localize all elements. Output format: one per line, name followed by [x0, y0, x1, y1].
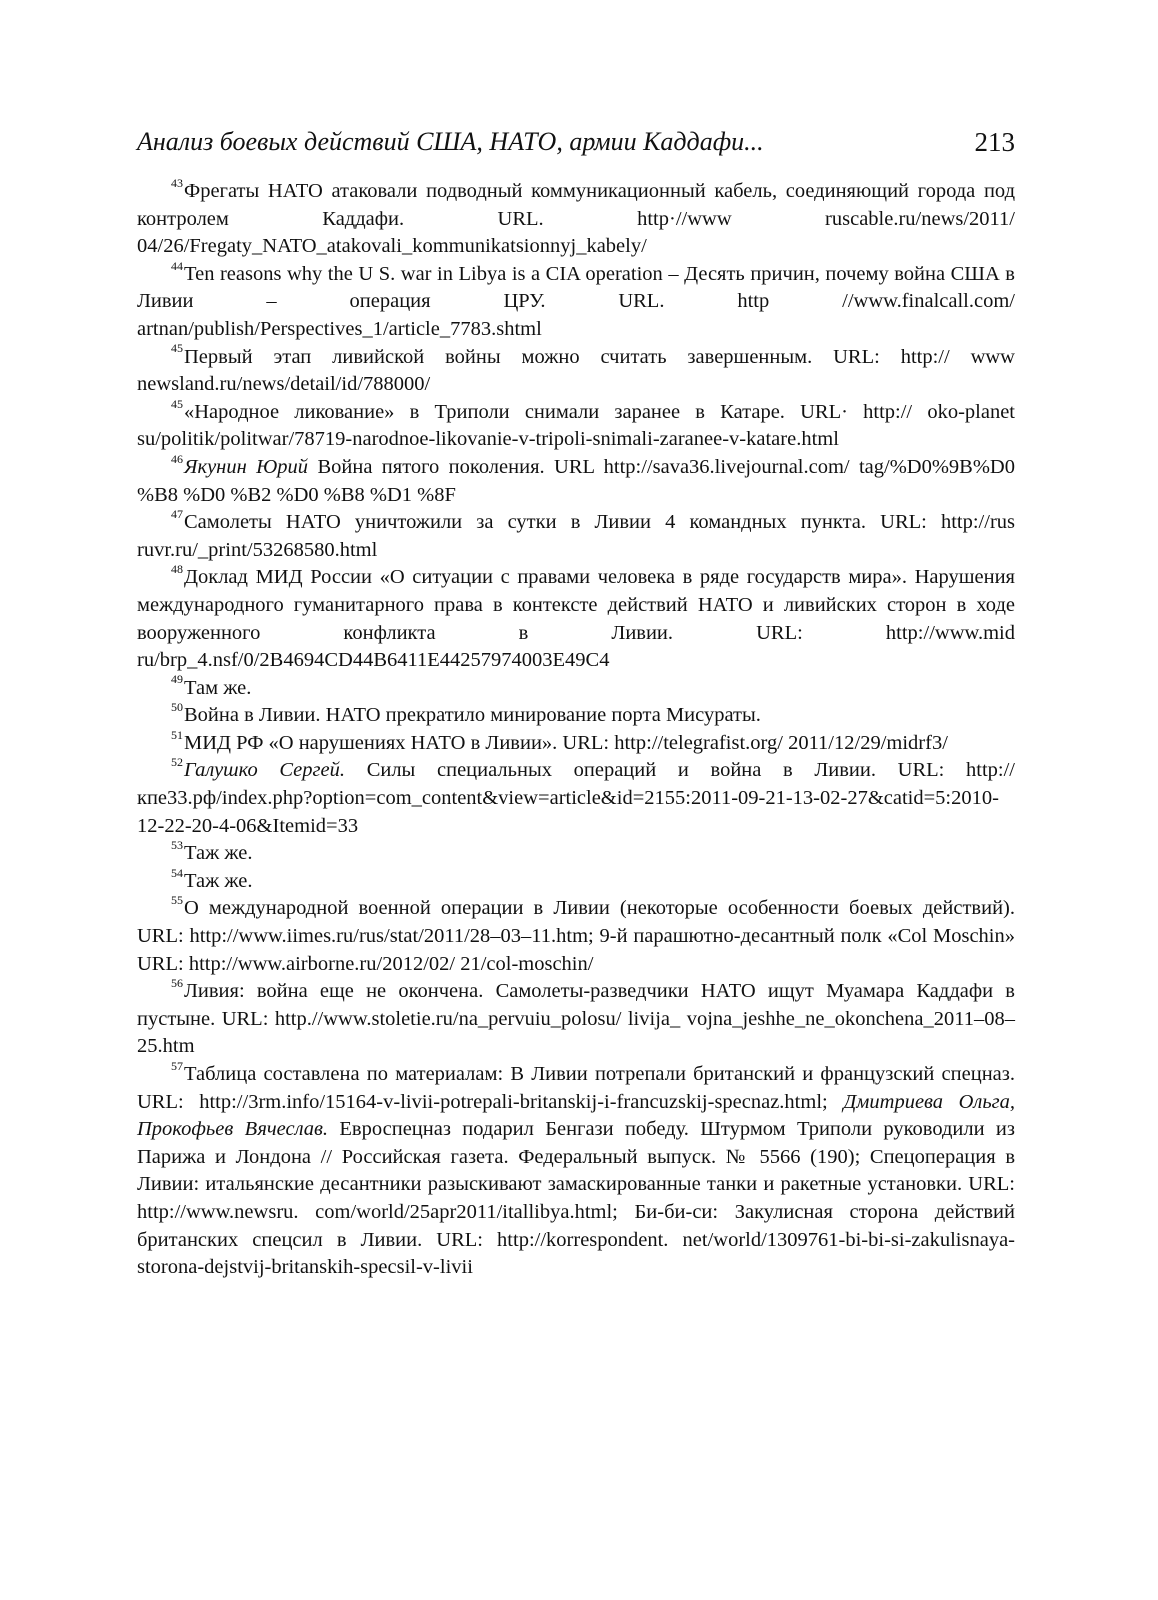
footnote-49: [137, 672, 1015, 703]
footnote-text: Таж же.: [184, 842, 253, 865]
footnote-text: Доклад МИД России «О ситуации с правами человека в ряде государств мира». Нарушения международного гуманитарного права в контексте действий НАТО и ливийских сторон в ходе вооруженного конфликта в Ливии. URL: http://www.mid ru/brp_4.nsf/0/2B4694CD44B6411E44257974003E49C4: [137, 566, 1015, 672]
footnote-55: [137, 895, 1015, 978]
footnote-text: О международной военной операции в Ливии (некоторые особенности боевых действий). URL: http://www.iimes.ru/rus/stat/2011/28–03–11.htm; 9-й парашютно-десантный полк «Col Moschin» URL: http://www.airborne.ru/2012/02/ 21/col-moschin/: [137, 897, 1015, 975]
footnote-50: [137, 702, 1015, 730]
footnote-number: 46: [171, 451, 183, 466]
footnote-46: [137, 451, 1015, 509]
footnote-number: 54: [171, 865, 183, 880]
footnote-author: Якунин Юрий: [184, 455, 309, 478]
footnote-text: Ливия: война еще не окончена. Самолеты-разведчики НАТО ищут Муамара Каддафи в пустыне. URL: http.//www.stoletie.ru/na_pervuiu_polosu/ livija_ vojna_jeshhe_ne_okonchena_2011–08–25.htm: [137, 980, 1015, 1058]
page-number: 213: [974, 127, 1015, 157]
footnote-number: 48: [171, 562, 183, 577]
footnote-number: 57: [171, 1058, 183, 1073]
footnote-number: 55: [171, 893, 183, 908]
footnote-text: Война пятого поколения. URL http://sava36.livejournal.com/ tag/%D0%9B%D0 %B8 %D0 %B2 %D0 %B8 %D1 %8F: [137, 455, 1015, 506]
footnote-text: Война в Ливии. НАТО прекратило минирование порта Мисураты.: [184, 704, 761, 727]
footnote-54: [137, 865, 1015, 896]
footnote-number: 43: [171, 175, 183, 190]
footnote-56: [137, 978, 1015, 1061]
footnote-text: «Народное ликование» в Триполи снимали заранее в Катаре. URL· http:// oko-planet su/politik/politwar/78719-narodnoe-likovanie-v-tripoli-snimali-zaranee-v-katare.html: [137, 400, 1015, 451]
footnote-text: МИД РФ «О нарушениях НАТО в Ливии». URL: http://telegrafist.org/ 2011/12/29/midrf3/: [184, 731, 948, 754]
footnote-57: [137, 1058, 1016, 1282]
footnote-number: 51: [171, 727, 183, 742]
footnote-number: 45: [171, 396, 183, 411]
page-header: [137, 122, 1015, 166]
footnote-number: 53: [171, 838, 183, 853]
footnote-number: 45: [171, 341, 183, 356]
footnote-44: [137, 258, 1015, 344]
footnote-43: [137, 175, 1015, 261]
footnote-text: Там же.: [184, 676, 252, 699]
footnote-number: 47: [171, 506, 183, 521]
footnote-text: Фрегаты НАТО атаковали подводный коммуникационный кабель, соединяющий города под контролем Каддафи. URL. http·//www ruscable.ru/news/2011/ 04/26/Fregaty_NATO_atakovali_kommunikatsionnyj_kabely/: [137, 180, 1015, 258]
footnote-48: [137, 564, 1015, 674]
footnote-number: 56: [171, 976, 183, 990]
footnote-52: [137, 757, 1015, 840]
footnote-45: [137, 341, 1015, 399]
footnote-number: 49: [171, 672, 183, 687]
footnote-number: 52: [171, 755, 183, 770]
footnote-text: Таблица составлена по материалам: В Ливии потрепали британский и французский спецназ. URL: http://3rm.info/15164-v-livii-potrepali-britanskij-i-francuzskij-specnaz.html;: [137, 1063, 1015, 1113]
footnote-47: [137, 506, 1015, 564]
footnote-number: 44: [171, 258, 183, 273]
footnote-text: Первый этап ливийской войны можно считать завершенным. URL: http:// www newsland.ru/news/detail/id/788000/: [137, 345, 1015, 396]
footnote-text: Самолеты НАТО уничтожили за сутки в Ливии 4 командных пункта. URL: http://rus ruvr.ru/_print/53268580.html: [137, 511, 1015, 561]
footnote-author: Дмитриева Ольга, Прокофьев Вячеслав.: [137, 1090, 1016, 1141]
running-title: Анализ боевых действий США, НАТО, армии Каддафи...: [137, 127, 764, 156]
footnotes-list: [137, 175, 1016, 1282]
footnote-51: [137, 727, 1015, 758]
footnote-45-b: [137, 396, 1015, 454]
footnote-text-continued: Евроспецназ подарил Бенгази победу. Штурмом Триполи руководили из Парижа и Лондона // Российская газета. Федеральный выпуск. № 5566 (190); Спецоперация в Ливии: итальянские десантники разыскивают замаскированные танки и ракетные установки. URL: http://www.newsru. com/world/25apr2011/itallibya.html; Би-би-си: Закулисная сторона действий британских спецсил в Ливии. URL: http://korrespondent. net/world/1309761-bi-bi-si-zakulisnaya-storona-dejstvij-britanskih-specsil-v-livii: [137, 1118, 1016, 1279]
footnote-text: Таж же.: [184, 869, 253, 892]
footnote-number: 50: [171, 700, 183, 715]
footnote-53: [137, 840, 1015, 868]
footnote-text: Ten reasons why the U S. war in Libya is a CIA operation – Десять причин, почему война США в Ливии – операция ЦРУ. URL. http //www.finalcall.com/ artnan/publish/Perspectives_1/article_7783.shtml: [137, 262, 1015, 340]
footnote-author: Галушко Сергей.: [184, 759, 346, 782]
footnote-text: Силы специальных операций и война в Ливии. URL: http://кпе33.рф/index.php?option=com_content&view=article&id=2155:2011-09-21-13-02-27&catid=5:2010-12-22-20-4-06&Itemid=33: [137, 759, 1016, 837]
